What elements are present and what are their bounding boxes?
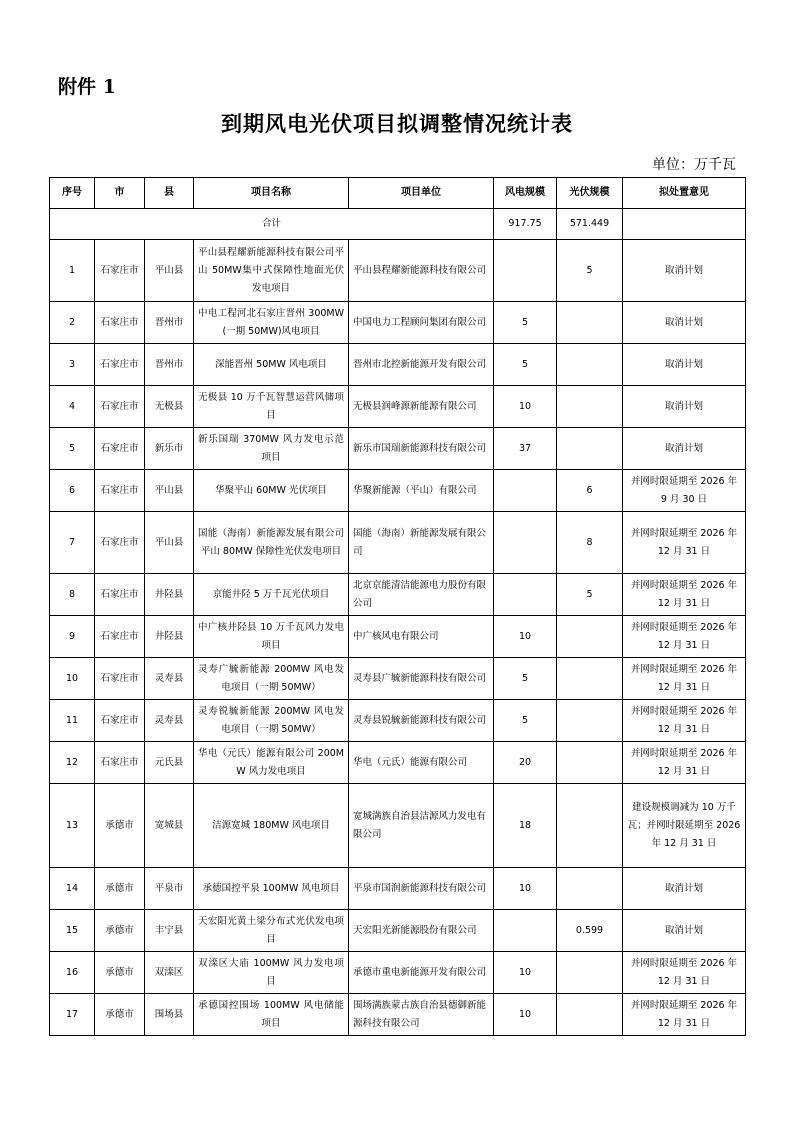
cell-no: 11 bbox=[50, 700, 95, 742]
cell-wind-scale: 18 bbox=[494, 784, 557, 868]
cell-project-unit: 中广核风电有限公司 bbox=[349, 616, 494, 658]
cell-opinion: 取消计划 bbox=[623, 910, 746, 952]
cell-project-unit: 平泉市国润新能源科技有限公司 bbox=[349, 868, 494, 910]
cell-wind-scale bbox=[494, 470, 557, 512]
cell-city: 石家庄市 bbox=[95, 428, 145, 470]
header-pv-scale: 光伏规模 bbox=[557, 178, 623, 209]
cell-project-unit: 北京京能清洁能源电力股份有限公司 bbox=[349, 574, 494, 616]
header-wind-scale: 风电规模 bbox=[494, 178, 557, 209]
cell-project-unit: 灵寿县锐毓新能源科技有限公司 bbox=[349, 700, 494, 742]
cell-project-name: 天宏阳光黄土梁分布式光伏发电项目 bbox=[194, 910, 349, 952]
total-opinion bbox=[623, 209, 746, 240]
cell-county: 灵寿县 bbox=[145, 658, 194, 700]
cell-city: 石家庄市 bbox=[95, 700, 145, 742]
cell-project-name: 灵寿锐毓新能源 200MW 风电发电项目（一期 50MW） bbox=[194, 700, 349, 742]
table-row bbox=[50, 386, 746, 428]
cell-county: 井陉县 bbox=[145, 574, 194, 616]
cell-project-unit: 无极县润峰源新能源有限公司 bbox=[349, 386, 494, 428]
cell-project-name: 深能晋州 50MW 风电项目 bbox=[194, 344, 349, 386]
cell-county: 宽城县 bbox=[145, 784, 194, 868]
cell-project-unit: 围场满族蒙古族自治县德御新能源科技有限公司 bbox=[349, 994, 494, 1036]
cell-project-name: 华电（元氏）能源有限公司 200MW 风力发电项目 bbox=[194, 742, 349, 784]
cell-project-unit: 华电（元氏）能源有限公司 bbox=[349, 742, 494, 784]
header-city: 市 bbox=[95, 178, 145, 209]
cell-opinion: 并网时限延期至 2026 年 12 月 31 日 bbox=[623, 512, 746, 574]
table-row bbox=[50, 344, 746, 386]
cell-pv-scale: 5 bbox=[557, 240, 623, 302]
cell-city: 石家庄市 bbox=[95, 240, 145, 302]
cell-no: 12 bbox=[50, 742, 95, 784]
cell-wind-scale: 10 bbox=[494, 994, 557, 1036]
cell-pv-scale bbox=[557, 302, 623, 344]
cell-wind-scale: 10 bbox=[494, 868, 557, 910]
cell-wind-scale: 10 bbox=[494, 386, 557, 428]
table-row bbox=[50, 428, 746, 470]
table-row bbox=[50, 868, 746, 910]
table-header-row bbox=[50, 178, 746, 209]
cell-project-name: 京能井陉 5 万千瓦光伏项目 bbox=[194, 574, 349, 616]
table-row bbox=[50, 742, 746, 784]
header-opinion: 拟处置意见 bbox=[623, 178, 746, 209]
table-row bbox=[50, 240, 746, 302]
statistics-table bbox=[49, 177, 746, 1036]
cell-pv-scale bbox=[557, 344, 623, 386]
cell-project-name: 华聚平山 60MW 光伏项目 bbox=[194, 470, 349, 512]
cell-city: 承德市 bbox=[95, 994, 145, 1036]
cell-county: 双滦区 bbox=[145, 952, 194, 994]
total-row bbox=[50, 209, 746, 240]
cell-project-unit: 宽城满族自治县洁源风力发电有限公司 bbox=[349, 784, 494, 868]
cell-no: 2 bbox=[50, 302, 95, 344]
cell-no: 5 bbox=[50, 428, 95, 470]
cell-project-unit: 灵寿县广毓新能源科技有限公司 bbox=[349, 658, 494, 700]
cell-wind-scale: 5 bbox=[494, 658, 557, 700]
cell-no: 7 bbox=[50, 512, 95, 574]
cell-county: 平山县 bbox=[145, 512, 194, 574]
cell-county: 平山县 bbox=[145, 240, 194, 302]
cell-county: 新乐市 bbox=[145, 428, 194, 470]
cell-pv-scale: 8 bbox=[557, 512, 623, 574]
total-pv: 571.449 bbox=[557, 209, 623, 240]
cell-pv-scale bbox=[557, 386, 623, 428]
total-label: 合计 bbox=[50, 209, 494, 240]
table-row bbox=[50, 910, 746, 952]
cell-project-unit: 新乐市国瑞新能源科技有限公司 bbox=[349, 428, 494, 470]
cell-wind-scale bbox=[494, 512, 557, 574]
cell-pv-scale bbox=[557, 428, 623, 470]
total-wind: 917.75 bbox=[494, 209, 557, 240]
cell-opinion: 并网时限延期至 2026 年 12 月 31 日 bbox=[623, 574, 746, 616]
cell-no: 13 bbox=[50, 784, 95, 868]
cell-city: 承德市 bbox=[95, 952, 145, 994]
cell-wind-scale: 20 bbox=[494, 742, 557, 784]
cell-wind-scale bbox=[494, 574, 557, 616]
cell-pv-scale bbox=[557, 700, 623, 742]
cell-opinion: 并网时限延期至 2026 年 12 月 31 日 bbox=[623, 742, 746, 784]
cell-wind-scale: 5 bbox=[494, 700, 557, 742]
cell-no: 4 bbox=[50, 386, 95, 428]
cell-project-name: 双滦区大庙 100MW 风力发电项目 bbox=[194, 952, 349, 994]
cell-project-unit: 国能（海南）新能源发展有限公司 bbox=[349, 512, 494, 574]
cell-opinion: 并网时限延期至 2026 年 12 月 31 日 bbox=[623, 952, 746, 994]
attachment-label: 附件 1 bbox=[58, 76, 116, 98]
cell-pv-scale bbox=[557, 742, 623, 784]
cell-project-unit: 中国电力工程顾问集团有限公司 bbox=[349, 302, 494, 344]
cell-city: 承德市 bbox=[95, 784, 145, 868]
cell-wind-scale bbox=[494, 240, 557, 302]
cell-pv-scale bbox=[557, 784, 623, 868]
cell-pv-scale bbox=[557, 994, 623, 1036]
cell-county: 元氏县 bbox=[145, 742, 194, 784]
table-row bbox=[50, 616, 746, 658]
table-row bbox=[50, 700, 746, 742]
cell-project-name: 承德国控平泉 100MW 风电项目 bbox=[194, 868, 349, 910]
cell-opinion: 取消计划 bbox=[623, 428, 746, 470]
cell-no: 14 bbox=[50, 868, 95, 910]
cell-pv-scale bbox=[557, 952, 623, 994]
cell-no: 8 bbox=[50, 574, 95, 616]
cell-project-unit: 平山县程耀新能源科技有限公司 bbox=[349, 240, 494, 302]
cell-city: 石家庄市 bbox=[95, 302, 145, 344]
cell-county: 丰宁县 bbox=[145, 910, 194, 952]
table-row bbox=[50, 658, 746, 700]
cell-project-unit: 晋州市北控新能源开发有限公司 bbox=[349, 344, 494, 386]
cell-opinion: 建设规模调减为 10 万千瓦；并网时限延期至 2026 年 12 月 31 日 bbox=[623, 784, 746, 868]
cell-opinion: 取消计划 bbox=[623, 302, 746, 344]
cell-wind-scale: 37 bbox=[494, 428, 557, 470]
cell-no: 15 bbox=[50, 910, 95, 952]
cell-county: 平山县 bbox=[145, 470, 194, 512]
cell-county: 灵寿县 bbox=[145, 700, 194, 742]
cell-county: 平泉市 bbox=[145, 868, 194, 910]
cell-pv-scale bbox=[557, 616, 623, 658]
table-row bbox=[50, 784, 746, 868]
cell-pv-scale: 6 bbox=[557, 470, 623, 512]
cell-city: 石家庄市 bbox=[95, 616, 145, 658]
cell-pv-scale bbox=[557, 658, 623, 700]
cell-opinion: 取消计划 bbox=[623, 386, 746, 428]
cell-no: 6 bbox=[50, 470, 95, 512]
cell-project-name: 中电工程河北石家庄晋州 300MW(一期 50MW)风电项目 bbox=[194, 302, 349, 344]
cell-city: 石家庄市 bbox=[95, 512, 145, 574]
table-row bbox=[50, 512, 746, 574]
cell-city: 石家庄市 bbox=[95, 658, 145, 700]
cell-county: 无极县 bbox=[145, 386, 194, 428]
cell-wind-scale: 10 bbox=[494, 952, 557, 994]
cell-project-unit: 天宏阳光新能源股份有限公司 bbox=[349, 910, 494, 952]
cell-city: 石家庄市 bbox=[95, 470, 145, 512]
cell-opinion: 并网时限延期至 2026 年 12 月 31 日 bbox=[623, 994, 746, 1036]
cell-wind-scale bbox=[494, 910, 557, 952]
cell-opinion: 并网时限延期至 2026 年 12 月 31 日 bbox=[623, 700, 746, 742]
cell-city: 承德市 bbox=[95, 868, 145, 910]
cell-project-name: 洁源宽城 180MW 风电项目 bbox=[194, 784, 349, 868]
table-row bbox=[50, 470, 746, 512]
cell-opinion: 取消计划 bbox=[623, 868, 746, 910]
cell-project-name: 灵寿广毓新能源 200MW 风电发电项目（一期 50MW） bbox=[194, 658, 349, 700]
cell-no: 9 bbox=[50, 616, 95, 658]
cell-project-name: 无极县 10 万千瓦智慧运营风储项目 bbox=[194, 386, 349, 428]
cell-no: 3 bbox=[50, 344, 95, 386]
table-row bbox=[50, 952, 746, 994]
cell-opinion: 并网时限延期至 2026 年 12 月 31 日 bbox=[623, 616, 746, 658]
cell-county: 晋州市 bbox=[145, 302, 194, 344]
cell-city: 石家庄市 bbox=[95, 386, 145, 428]
cell-wind-scale: 5 bbox=[494, 302, 557, 344]
cell-county: 围场县 bbox=[145, 994, 194, 1036]
cell-opinion: 取消计划 bbox=[623, 344, 746, 386]
cell-wind-scale: 10 bbox=[494, 616, 557, 658]
cell-opinion: 取消计划 bbox=[623, 240, 746, 302]
cell-no: 16 bbox=[50, 952, 95, 994]
table-row bbox=[50, 994, 746, 1036]
cell-pv-scale: 0.599 bbox=[557, 910, 623, 952]
cell-city: 承德市 bbox=[95, 910, 145, 952]
header-project-name: 项目名称 bbox=[194, 178, 349, 209]
table-row bbox=[50, 302, 746, 344]
cell-project-name: 国能（海南）新能源发展有限公司平山 80MW 保障性光伏发电项目 bbox=[194, 512, 349, 574]
cell-pv-scale: 5 bbox=[557, 574, 623, 616]
header-county: 县 bbox=[145, 178, 194, 209]
cell-county: 晋州市 bbox=[145, 344, 194, 386]
header-project-unit: 项目单位 bbox=[349, 178, 494, 209]
cell-opinion: 并网时限延期至 2026 年 9 月 30 日 bbox=[623, 470, 746, 512]
cell-county: 井陉县 bbox=[145, 616, 194, 658]
cell-city: 石家庄市 bbox=[95, 574, 145, 616]
cell-project-name: 新乐国瑞 370MW 风力发电示范项目 bbox=[194, 428, 349, 470]
unit-label: 单位：万千瓦 bbox=[652, 157, 736, 173]
header-no: 序号 bbox=[50, 178, 95, 209]
cell-city: 石家庄市 bbox=[95, 742, 145, 784]
cell-project-unit: 华聚新能源（平山）有限公司 bbox=[349, 470, 494, 512]
cell-project-name: 中广核井陉县 10 万千瓦风力发电项目 bbox=[194, 616, 349, 658]
cell-project-unit: 承德市重电新能源开发有限公司 bbox=[349, 952, 494, 994]
cell-wind-scale: 5 bbox=[494, 344, 557, 386]
cell-no: 17 bbox=[50, 994, 95, 1036]
cell-no: 1 bbox=[50, 240, 95, 302]
cell-project-name: 平山县程耀新能源科技有限公司平山 50MW集中式保障性地面光伏发电项目 bbox=[194, 240, 349, 302]
cell-pv-scale bbox=[557, 868, 623, 910]
cell-opinion: 并网时限延期至 2026 年 12 月 31 日 bbox=[623, 658, 746, 700]
cell-city: 石家庄市 bbox=[95, 344, 145, 386]
cell-project-name: 承德国控围场 100MW 风电储能项目 bbox=[194, 994, 349, 1036]
table-row bbox=[50, 574, 746, 616]
cell-no: 10 bbox=[50, 658, 95, 700]
page-title: 到期风电光伏项目拟调整情况统计表 bbox=[221, 111, 573, 136]
